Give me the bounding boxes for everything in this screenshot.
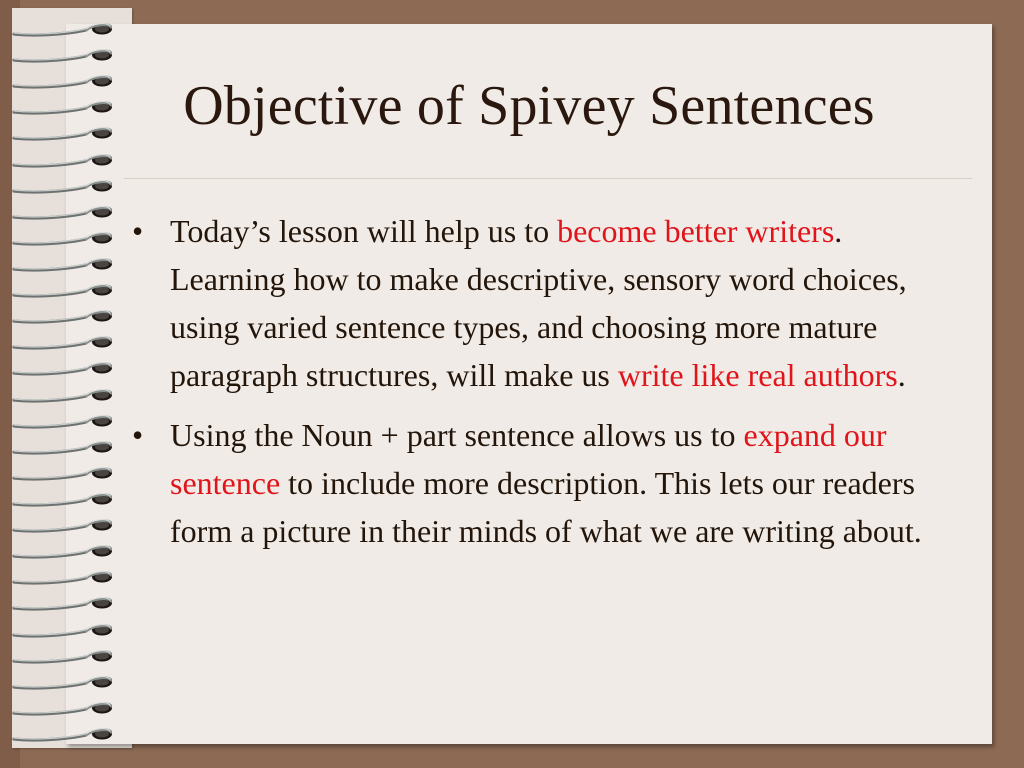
spiral-coil-icon: [12, 595, 112, 613]
text-segment: Today’s lesson will help us to: [170, 213, 558, 249]
highlighted-phrase: become better writers: [557, 213, 835, 249]
spiral-coil-icon: [12, 517, 112, 535]
text-segment: . Learning how to make descriptive, sensory word choices, using varied sentence types, and choosing more mature paragraph structures, will make us: [170, 213, 907, 393]
spiral-coil-icon: [12, 73, 112, 91]
spiral-coil-icon: [12, 465, 112, 483]
spiral-coil-icon: [12, 648, 112, 666]
text-segment: .: [897, 357, 906, 393]
highlighted-phrase: write like real authors: [617, 357, 898, 393]
spiral-coil-icon: [12, 21, 112, 39]
bullet-text: [170, 213, 907, 393]
spiral-coil-icon: [12, 491, 112, 509]
text-segment: Using the Noun + part sentence allows us to: [170, 417, 744, 453]
bullet-mark: •: [132, 417, 144, 453]
spiral-coil-icon: [12, 308, 112, 326]
bullet-mark: •: [132, 213, 144, 249]
spiral-coil-icon: [12, 543, 112, 561]
spiral-binding: [0, 0, 120, 768]
spiral-coil-icon: [12, 178, 112, 196]
text-segment: to include more description. This lets our readers form a picture in their minds of what we are writing about.: [170, 465, 922, 549]
slide-page: [66, 24, 992, 744]
spiral-coil-icon: [12, 47, 112, 65]
bullet-text: [170, 417, 922, 549]
spiral-coil-icon: [12, 413, 112, 431]
title-divider: [124, 178, 972, 179]
spiral-coil-icon: [12, 125, 112, 143]
bullet-item: [132, 207, 962, 399]
spiral-coil-icon: [12, 230, 112, 248]
spiral-coil-icon: [12, 439, 112, 457]
spiral-coil-icon: [12, 204, 112, 222]
spiral-coil-icon: [12, 387, 112, 405]
spiral-coil-icon: [12, 726, 112, 744]
slide-title: Objective of Spivey Sentences: [183, 75, 875, 137]
spiral-coil-icon: [12, 569, 112, 587]
spiral-coil-icon: [12, 360, 112, 378]
spiral-coil-icon: [12, 334, 112, 352]
spiral-coil-icon: [12, 99, 112, 117]
spiral-coil-icon: [12, 700, 112, 718]
spiral-coil-icon: [12, 152, 112, 170]
spiral-coil-icon: [12, 622, 112, 640]
bullet-list: [132, 207, 962, 567]
spiral-coil-icon: [12, 282, 112, 300]
spiral-coil-icon: [12, 674, 112, 692]
bullet-item: [132, 411, 962, 555]
highlighted-phrase: expand our sentence: [170, 417, 887, 501]
spiral-coil-icon: [12, 256, 112, 274]
